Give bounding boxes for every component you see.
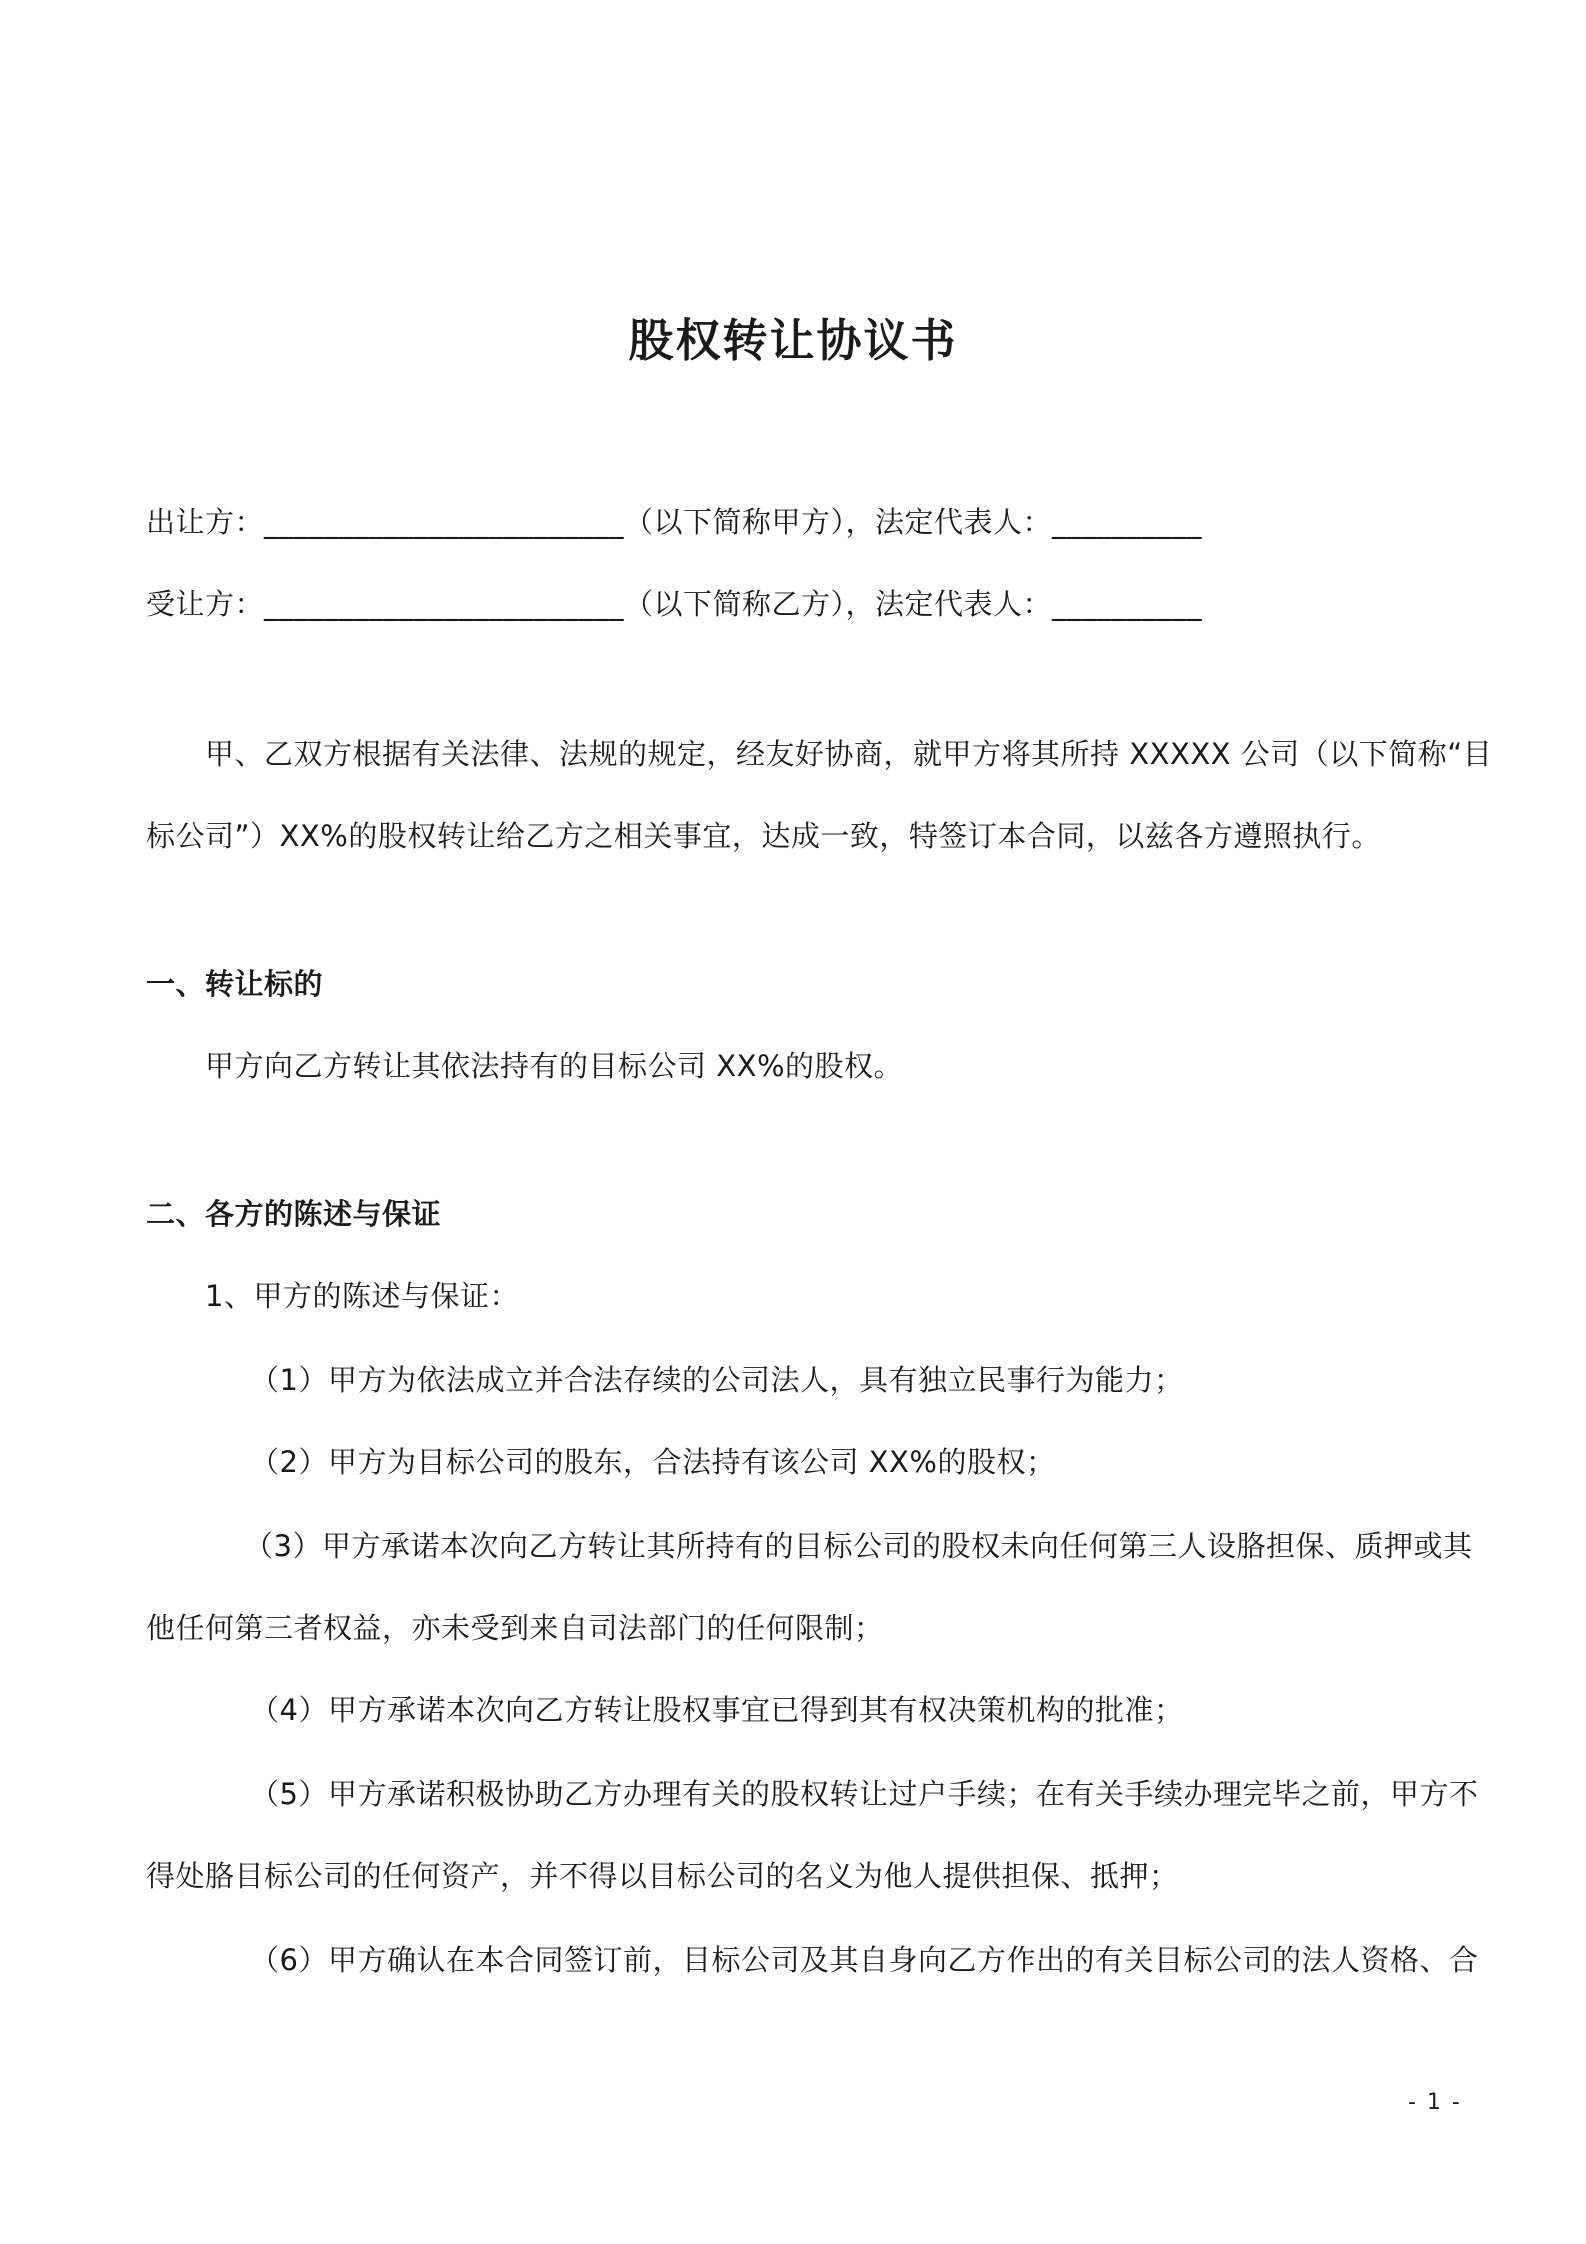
section-1-heading: 一、转让标的 bbox=[146, 967, 324, 1001]
section-1-body: 甲方向乙方转让其依法持有的目标公司 XX%的股权。 bbox=[205, 1049, 904, 1083]
transferor-line: 出让方：________________________（以下简称甲方），法定代表人：__________ bbox=[146, 505, 1203, 539]
section-2-item-3-line-1: （3）甲方承诺本次向乙方转让其所持有的目标公司的股权未向任何第三人设胳担保、质押或其 bbox=[244, 1529, 1473, 1563]
section-2-item-5-line-2: 得处胳目标公司的任何资产，并不得以目标公司的名义为他人提供担保、抵押； bbox=[146, 1859, 1179, 1893]
section-2-item-2: （2）甲方为目标公司的股东，合法持有该公司 XX%的股权； bbox=[250, 1445, 1056, 1479]
document-title: 股权转让协议书 bbox=[628, 314, 958, 367]
preamble-line-1: 甲、乙双方根据有关法律、法规的规定，经友好协商，就甲方将其所持 XXXXX 公司（以下简称“目 bbox=[205, 737, 1493, 771]
section-2-item-1: （1）甲方为依法成立并合法存续的公司法人，具有独立民事行为能力； bbox=[250, 1363, 1184, 1397]
section-2-item-5-line-1: （5）甲方承诺积极协助乙方办理有关的股权转让过户手续；在有关手续办理完毕之前，甲方不 bbox=[250, 1777, 1479, 1811]
section-2-item-4: （4）甲方承诺本次向乙方转让股权事宜已得到其有权决策机构的批准； bbox=[250, 1693, 1184, 1727]
page-number: - 1 - bbox=[1408, 2090, 1462, 2115]
preamble-line-2: 标公司”）XX%的股权转让给乙方之相关事宜，达成一致，特签订本合同，以兹各方遵照执行。 bbox=[146, 819, 1381, 853]
section-2-item-3-line-2: 他任何第三者权益，亦未受到来自司法部门的任何限制； bbox=[146, 1611, 884, 1645]
section-2-item-6-line-1: （6）甲方确认在本合同签订前，目标公司及其自身向乙方作出的有关目标公司的法人资格、合 bbox=[250, 1943, 1479, 1977]
section-2-sub1-heading: 1、甲方的陈述与保证： bbox=[205, 1279, 519, 1313]
transferee-line: 受让方：________________________（以下简称乙方），法定代表人：__________ bbox=[146, 587, 1203, 621]
section-2-heading: 二、各方的陈述与保证 bbox=[146, 1197, 442, 1231]
